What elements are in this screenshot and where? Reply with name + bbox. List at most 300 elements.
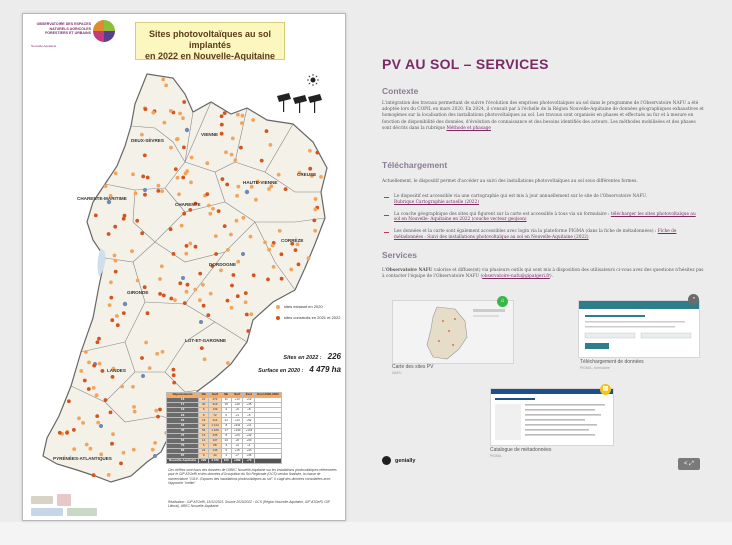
pv-site-dot: [154, 409, 158, 413]
services-text-end: ).: [549, 274, 553, 280]
card-label-carte: Carte des sites PV: [392, 364, 434, 370]
poster-title: [135, 22, 285, 60]
pv-site-dot: [122, 311, 126, 315]
table-cell: 72: [209, 413, 222, 418]
pv-site-dot: [230, 306, 234, 310]
genially-label: genially: [395, 457, 416, 464]
pv-site-dot: [242, 216, 246, 220]
card-label-catalogue: Catalogue de métadonnées: [490, 447, 552, 453]
table-cell: 30: [199, 403, 209, 408]
table-header-cell: Surf: [209, 393, 222, 398]
pv-site-dot: [284, 187, 288, 191]
table-cell: 6: [199, 443, 209, 448]
map-legend: [276, 304, 366, 326]
table-cell: 33: [167, 423, 199, 428]
service-card-carte[interactable]: [392, 300, 514, 364]
pv-site-dot: [114, 172, 118, 176]
pv-site-dot: [134, 192, 138, 196]
pv-site-dot: [97, 337, 101, 341]
pv-site-dot: [163, 121, 167, 125]
pv-site-dot: [319, 175, 323, 179]
article-title: PV AU SOL – SERVICES: [382, 56, 549, 72]
pv-site-dot: [113, 225, 117, 229]
pv-site-dot: [194, 245, 198, 249]
pv-site-dot: [185, 290, 189, 294]
pv-site-dot: [181, 116, 185, 120]
table-cell: 17: [167, 403, 199, 408]
table-cell: 19: [167, 408, 199, 413]
pv-site-dot: [161, 350, 165, 354]
pv-site-dot: [184, 252, 188, 256]
pv-site-dot: [178, 281, 182, 285]
pv-site-dot: [169, 227, 173, 231]
pv-site-dot: [176, 176, 180, 180]
pv-site-dot: [240, 121, 244, 125]
pv-site-dot: [198, 298, 202, 302]
pv-site-dot: [186, 283, 190, 287]
pv-site-dot: [223, 224, 227, 228]
pv-site-dot: [245, 313, 249, 317]
surface-value: 4 479 ha: [309, 365, 341, 374]
pv-site-dot: [146, 311, 150, 315]
table-cell: +45: [243, 403, 255, 408]
pv-site-dot: [183, 301, 187, 305]
pv-site-dot: [294, 248, 298, 252]
pv-site-dot: [220, 123, 224, 127]
table-cell: +73: [243, 459, 255, 464]
sites-label: Sites en 2022 :: [283, 355, 322, 361]
table-cell: 4 479: [209, 459, 222, 464]
pv-site-dot: [266, 278, 270, 282]
surface-label: Surface en 2020 :: [258, 368, 304, 374]
table-cell: 47: [167, 433, 199, 438]
table-cell: 8: [221, 423, 231, 428]
pv-site-dot: [132, 405, 136, 409]
pv-site-dot: [161, 78, 165, 82]
pv-site-dot: [265, 129, 269, 133]
bottom-strip: [0, 522, 732, 545]
pv-site-dot: [185, 244, 189, 248]
pv-site-dot: [296, 243, 300, 247]
services-paragraph: [382, 268, 704, 280]
pv-site-dot: [217, 209, 221, 213]
pv-site-dot: [249, 312, 253, 316]
logo-subtitle: Nouvelle-Aquitaine: [31, 44, 57, 48]
pv-site-dot: [172, 252, 176, 256]
pv-site-dot: [120, 385, 124, 389]
pv-site-dot: [277, 173, 281, 177]
table-cell: +4: [231, 443, 243, 448]
pv-site-dot: [297, 263, 301, 267]
legend-item-existing: [276, 304, 366, 309]
dept-label-vienne: VIENNE: [201, 132, 219, 137]
pv-site-dot: [250, 185, 254, 189]
bullet-text: Les données et la carte sont également accessibles avec login via la plateforme PIGMA (dans la fiche de métadonnées) :: [394, 229, 657, 235]
pv-site-dot: [92, 386, 96, 390]
table-cell: +7: [231, 454, 243, 459]
pv-site-dot: [92, 364, 96, 368]
pv-site-dot: [131, 172, 135, 176]
pv-site-dot: [236, 260, 240, 264]
pv-site-dot: [226, 299, 230, 303]
pv-site-dot: [308, 167, 312, 171]
bullet-text: La couche géographique des sites qui figurent sur la carte est accessible à tous via un formulaire :: [394, 211, 610, 217]
table-cell: 4: [221, 454, 231, 459]
pv-site-dot: [130, 249, 134, 253]
pv-site-dot: [236, 294, 240, 298]
summary-stats: [241, 351, 341, 377]
pv-site-dot: [233, 158, 237, 162]
table-cell: 22: [199, 449, 209, 454]
pv-site-dot: [190, 156, 194, 160]
table-cell: 24: [167, 418, 199, 423]
dept-label-gironde: GIRONDE: [127, 290, 149, 295]
pv-site-dot: [225, 183, 229, 187]
list-item: [382, 229, 702, 241]
dept-label-charente: CHARENTE: [175, 202, 201, 207]
table-cell: +8: [231, 438, 243, 443]
pv-site-dot: [308, 149, 312, 153]
pv-site-dot: [182, 212, 186, 216]
pv-site-dot: [132, 448, 136, 452]
pv-site-dot: [314, 197, 318, 201]
catalog-icon[interactable]: ▤: [600, 384, 611, 395]
pv-site-dot: [131, 385, 135, 389]
genially-icon: [382, 456, 391, 465]
table-cell: Nouvelle-Aquitaine: [167, 459, 199, 464]
services-heading: Services: [382, 250, 417, 260]
table-cell: 146: [209, 449, 222, 454]
pv-site-dot: [162, 294, 166, 298]
pv-site-dot: [229, 233, 233, 237]
table-cell: 68: [209, 443, 222, 448]
legend-dot-new: [276, 316, 280, 320]
table-cell: 86: [167, 449, 199, 454]
table-cell: 137: [209, 438, 222, 443]
pv-site-dot: [81, 421, 85, 425]
pv-site-dot: [182, 146, 186, 150]
pv-site-dot: [177, 192, 181, 196]
catalogue-thumbnail-icon: [491, 389, 613, 445]
download-icon[interactable]: ◔: [688, 294, 699, 305]
table-cell: +341: [231, 423, 243, 428]
table-cell: +140: [231, 428, 243, 433]
pv-site-dot: [230, 284, 234, 288]
table-cell: 236: [209, 433, 222, 438]
pv-site-dot: [92, 473, 96, 477]
table-cell: 103: [221, 459, 231, 464]
prefet-logo: [57, 494, 71, 506]
pv-site-dot: [151, 111, 155, 115]
pv-site-dot: [226, 248, 230, 252]
pv-site-dot: [211, 207, 215, 211]
pv-site-dot: [96, 340, 100, 344]
pv-site-dot: [249, 235, 253, 239]
pv-site-dot: [232, 273, 236, 277]
pv-site-dot: [143, 193, 147, 197]
dept-label-charente-maritime: CHARENTE-MARITIME: [77, 196, 127, 201]
pv-site-dot: [219, 269, 223, 273]
table-cell: 21: [199, 398, 209, 403]
pv-site-dot: [271, 244, 275, 248]
pv-site-dot: [143, 285, 147, 289]
pv-site-dot: [135, 219, 139, 223]
carte-thumbnail-icon: [393, 301, 513, 363]
card-sub-catalogue: PIGMA: [490, 454, 502, 458]
share-fullscreen-button[interactable]: < ⤢: [678, 458, 700, 470]
pv-site-dot: [122, 217, 126, 221]
pv-site-dot: [133, 410, 137, 414]
pv-site-dot: [220, 114, 224, 118]
table-cell: 8: [199, 413, 209, 418]
service-card-telechargement[interactable]: [578, 300, 700, 358]
department-stats-table: [166, 392, 282, 464]
arec-logo: [31, 508, 63, 516]
table-cell: 5: [199, 408, 209, 413]
logo-mark-icon: [93, 20, 115, 42]
pv-site-dot: [172, 368, 176, 372]
pv-site-dot: [89, 447, 93, 451]
poster-title-line2: en 2022 en Nouvelle-Aquitaine: [144, 51, 276, 61]
table-cell: 214: [209, 418, 222, 423]
pv-site-dot: [205, 192, 209, 196]
pv-site-dot: [113, 254, 117, 258]
pv-site-dot: [246, 329, 250, 333]
table-cell: 64: [167, 438, 199, 443]
dept-label-correze: CORRÈZE: [281, 238, 304, 243]
contexte-text: L'intégration des travaux permettant de suivre l'évolution des emprises photovoltaïques au sol dans le programme de l'Observatoire NAFU a été adoptée lors du COPIL en mars 2020. En 2024, il s'ensuit par à l'échelle de la Région Nouvelle-Aquitaine de données géographiques exhaustives et homogènes sur la localisation des installations photovoltaïques au sol. Les travaux sont organisés en phases et effectués au fur et à mesure en fonction de disponibilité des données, d'évolution de connaissance et des besoins identifiés des acteurs. Les méthodes mobilisées et des phases sont décrits dans la rubrique: [382, 101, 704, 131]
pv-site-dot: [160, 189, 164, 193]
services-text-pre: L': [382, 268, 387, 273]
dept-label-haute-vienne: HAUTE-VIENNE: [243, 180, 278, 185]
pv-site-dot: [140, 356, 144, 360]
pv-site-dot: [226, 361, 230, 365]
services-text: valorise et diffuse(nt) via plusieurs outils qui sont mis à disposition des utilisateurs ci-vous avez des questions n'hésitez pas à contacter l'équipe de l'Observatoire NAFU (: [382, 268, 704, 280]
pigma-logo: [67, 508, 97, 516]
table-cell: +5: [243, 413, 255, 418]
dept-label-landes: LANDES: [107, 368, 126, 373]
pv-site-dot: [169, 297, 173, 301]
map-poster[interactable]: [22, 13, 346, 521]
pv-site-dot: [176, 137, 180, 141]
pv-site-dot: [201, 283, 205, 287]
table-cell: +1: [243, 443, 255, 448]
pv-site-dot: [178, 112, 182, 116]
pv-site-dot: [101, 369, 105, 373]
pv-site-dot: [116, 323, 120, 327]
bullet-text: Le dispositif est accessible via une cartographie qui est mis à jour annuellement sur le site de l'Observatoire NAFU.: [394, 194, 647, 199]
pv-site-dot: [122, 451, 126, 455]
pv-site-dot: [94, 214, 98, 218]
table-cell: +36: [243, 454, 255, 459]
pv-site-dot: [316, 151, 320, 155]
pv-site-dot: [206, 313, 210, 317]
table-cell: 3: [221, 408, 231, 413]
table-cell: +589: [231, 459, 243, 464]
legend-label-new: sites construits en 2021 et 2022: [284, 315, 341, 320]
table-header-cell: Départements: [167, 393, 199, 398]
table-header-cell: Surf: [231, 393, 243, 398]
pv-site-dot: [307, 256, 311, 260]
legend-item-new: [276, 315, 366, 320]
pv-site-dot: [173, 298, 177, 302]
pv-site-dot: [95, 414, 99, 418]
pv-site-dot: [252, 273, 256, 277]
pv-site-dot: [220, 132, 224, 136]
pv-site-dot: [72, 447, 76, 451]
genially-brand[interactable]: [382, 456, 415, 465]
table-cell: +30: [243, 438, 255, 443]
pv-site-dot: [231, 137, 235, 141]
pv-site-dot: [141, 175, 145, 179]
card-sub-carte: NAFU: [392, 371, 402, 375]
pv-site-dot: [109, 296, 113, 300]
dept-label-dordogne: DORDOGNE: [209, 262, 237, 267]
pv-site-dot: [111, 375, 115, 379]
pv-site-dot: [188, 208, 192, 212]
pv-site-dot: [181, 176, 185, 180]
pv-site-dot: [172, 381, 176, 385]
pv-site-dot: [208, 212, 212, 216]
pv-site-dot: [189, 181, 193, 185]
pv-site-dot: [67, 399, 71, 403]
table-cell: 40: [167, 428, 199, 433]
table-cell: 226: [199, 459, 209, 464]
pv-site-dot: [108, 303, 112, 307]
pv-site-dot: [267, 248, 271, 252]
partner-logos: [31, 492, 161, 518]
dept-label-creuse: CREUSE: [297, 172, 317, 177]
table-cell: 44: [209, 454, 222, 459]
map-icon[interactable]: ⌂: [497, 296, 508, 307]
pv-site-dot: [153, 441, 157, 445]
services-text-strong: Observatoire NAFU: [386, 268, 433, 273]
telecharger-sites-link[interactable]: télécharger les sites photovoltaïque au sol en Nouvelle- Aquitaine en 2022 (couche vecteur geojson): [394, 211, 696, 223]
list-item: [382, 194, 702, 206]
methode-phasage-link[interactable]: Méthode et phasage: [446, 125, 491, 131]
table-cell: +16: [231, 449, 243, 454]
pv-site-dot: [184, 172, 188, 176]
pv-site-dot: [144, 341, 148, 345]
pv-site-dot: [110, 442, 114, 446]
pv-site-dot: [193, 288, 197, 292]
pv-site-dot: [224, 150, 228, 154]
pv-site-dot: [236, 113, 240, 117]
pv-site-dot: [202, 304, 206, 308]
pv-site-dot: [172, 373, 176, 377]
pv-site-dot: [119, 462, 123, 466]
pv-site-dot: [83, 379, 87, 383]
contexte-heading: Contexte: [382, 86, 419, 96]
dept-label-lot-et-garonne: LOT-ET-GARONNE: [185, 338, 227, 343]
table-cell: 79: [167, 443, 199, 448]
pv-site-dot: [200, 346, 204, 350]
table-cell: 6: [221, 449, 231, 454]
table-cell: 14: [199, 438, 209, 443]
table-cell: 1 414: [209, 423, 222, 428]
service-card-catalogue[interactable]: [490, 388, 614, 446]
pv-site-dot: [111, 432, 115, 436]
legend-dot-existing: [276, 305, 280, 309]
pv-site-dot: [114, 259, 118, 263]
poster-title-line1: Sites photovoltaïques au sol implantés: [148, 29, 272, 50]
pv-site-dot: [98, 362, 102, 366]
pv-site-dot: [205, 161, 209, 165]
telechargement-intro: Actuellement, le dispositif permet d'accéder au suivi des installations photovoltaïques au sol sous différentes formes.: [382, 179, 638, 184]
table-cell: +30: [243, 449, 255, 454]
pv-site-dot: [157, 184, 161, 188]
table-cell: 274: [209, 398, 222, 403]
pv-site-dot: [87, 387, 91, 391]
pv-site-dot: [198, 272, 202, 276]
pv-site-dot: [244, 300, 248, 304]
pv-site-dot: [109, 411, 113, 415]
pv-site-dot: [313, 208, 317, 212]
observatoire-email-link[interactable]: observatoire-nafu@gipatgeri.fr: [482, 274, 550, 280]
table-cell: 319: [209, 403, 222, 408]
pv-site-dot: [155, 352, 159, 356]
table-cell: +4: [231, 413, 243, 418]
table-cell: 23: [167, 413, 199, 418]
pv-site-dot: [95, 393, 99, 397]
cartographie-link[interactable]: Rubrique Cartographie actuelle (2022): [394, 199, 479, 205]
pv-site-dot: [241, 114, 245, 118]
pv-site-dot: [115, 314, 119, 318]
table-cell: 1 429: [209, 428, 222, 433]
poster-note: Ces chiffres sont issus des données de l'AREC Nouvelle-Aquitaine sur les installations photovoltaïques référencées pour le GIP ATGeRi et des données d'Occupation du Sol Régionale (OCS) version finalisée, la classe de nomenclature "1319 - Espaces des installations photovoltaïques au sol". Il s'agit des données consolidées avec l'approche "métier".: [168, 468, 337, 485]
table-cell: 16: [167, 398, 199, 403]
table-header-cell: Nb: [199, 393, 209, 398]
table-cell: +9: [231, 408, 243, 413]
pv-site-dot: [251, 118, 255, 122]
fiche-metadonnees-link[interactable]: Fiche de métadonnées : Suivi des installations photovoltaïque au sol en Nouvelle-Aquitaine (2022): [394, 229, 677, 240]
pv-site-dot: [223, 111, 227, 115]
table-cell: +52: [243, 418, 255, 423]
table-cell: 139: [209, 408, 222, 413]
pv-site-dot: [235, 219, 239, 223]
table-cell: 10: [221, 438, 231, 443]
pv-site-dot: [312, 219, 316, 223]
card-sub-telechargement: PIGMA - formulaire: [580, 366, 610, 370]
pv-site-dot: [151, 448, 155, 452]
pv-site-dot: [158, 277, 162, 281]
pv-site-dot: [239, 146, 243, 150]
table-cell: 15: [221, 403, 231, 408]
pv-site-dot: [107, 232, 111, 236]
legend-label-existing: sites existant en 2020: [284, 304, 323, 309]
pv-site-dot: [174, 167, 178, 171]
pv-site-dot: [230, 153, 234, 157]
pv-site-dot: [143, 154, 147, 158]
pv-site-dot: [235, 194, 239, 198]
pv-site-dot: [269, 143, 273, 147]
pv-site-dot: [180, 224, 184, 228]
telechargement-thumbnail-icon: [579, 301, 699, 357]
table-cell: +8: [243, 408, 255, 413]
logo-text: OBSERVATOIRE DES ESPACES NATURELS AGRICOLES FORESTIERS ET URBAINS: [36, 22, 91, 36]
pv-site-dot: [209, 292, 213, 296]
pv-site-dot: [84, 350, 88, 354]
table-cell: 18: [199, 418, 209, 423]
pv-site-dot: [136, 279, 140, 283]
pv-site-dot: [214, 234, 218, 238]
pv-site-dot: [169, 109, 173, 113]
pv-site-dot: [278, 229, 282, 233]
table-cell: 6: [221, 413, 231, 418]
pv-site-dot: [313, 229, 317, 233]
table-header-cell: Nb: [221, 393, 231, 398]
pv-site-dot: [140, 133, 144, 137]
